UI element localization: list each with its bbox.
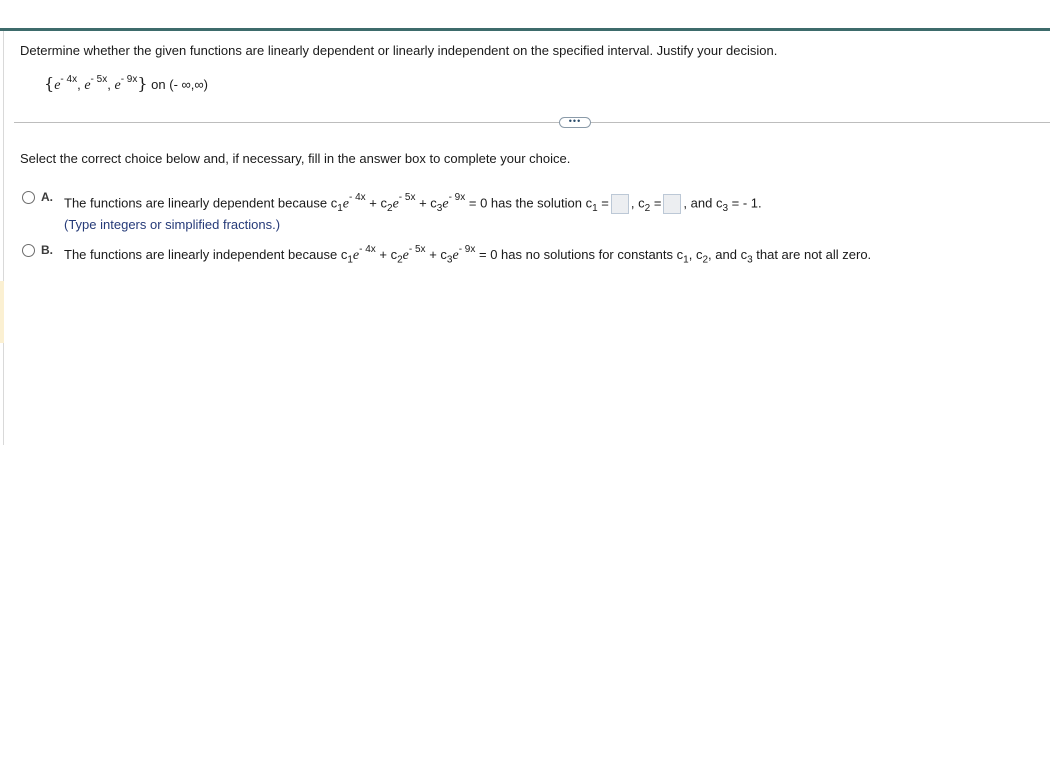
answer-c2-label: c — [638, 195, 645, 211]
comma: , — [630, 195, 635, 211]
plus-sign: + — [369, 195, 377, 211]
coefficient-c1-subscript: 1 — [347, 254, 353, 266]
equals-sign: = — [601, 195, 609, 211]
choice-a-text — [64, 194, 762, 214]
interval-value: (- ∞,∞) — [169, 77, 209, 92]
constant-c3-subscript: 3 — [747, 254, 753, 266]
exp-base: e — [452, 248, 459, 263]
function-exponent-1: - 4x — [60, 73, 78, 85]
radio-choice-a[interactable] — [22, 191, 35, 204]
constant-c3: c — [740, 247, 748, 262]
exponent-3: - 9x — [448, 192, 466, 204]
coefficient-c3-subscript: 3 — [446, 254, 453, 266]
function-separator: , — [107, 77, 111, 92]
exponent-3: - 9x — [458, 243, 476, 255]
exp-base: e — [342, 196, 349, 212]
choice-a-prefix: The functions are linearly dependent because — [64, 195, 328, 211]
left-border — [3, 31, 4, 445]
exponent-1: - 4x — [359, 243, 376, 255]
top-accent-bar — [0, 28, 1050, 31]
exp-base: e — [352, 248, 360, 263]
brace-close: } — [137, 74, 148, 93]
function-base-2: e — [84, 78, 91, 93]
question-prompt: Determine whether the given functions are linearly dependent or linearly independent on the specified interval. Justify your decision. — [20, 43, 778, 58]
coefficient-c2-subscript: 2 — [387, 203, 393, 215]
coefficient-c2: c — [390, 247, 398, 262]
function-exponent-3: - 9x — [120, 73, 138, 85]
function-set — [44, 74, 208, 94]
choice-b-text — [64, 243, 872, 266]
equation-tail: = 0 has the solution — [468, 195, 582, 211]
choice-b-letter: B. — [41, 243, 53, 257]
plus-sign: + — [429, 247, 437, 262]
constant-c2-subscript: 2 — [702, 254, 709, 266]
left-accent-marker — [0, 281, 4, 343]
radio-choice-b[interactable] — [22, 244, 35, 257]
choice-b-tail: that are not all zero. — [756, 247, 872, 262]
and-text: , and — [683, 195, 713, 211]
exp-base: e — [402, 248, 409, 263]
plus-sign: + — [419, 195, 427, 211]
exponent-2: - 5x — [398, 192, 416, 204]
equals-sign: = — [653, 195, 662, 211]
choice-a-letter: A. — [41, 190, 53, 204]
coefficient-c2-subscript: 2 — [397, 254, 403, 266]
coefficient-c1: c — [340, 247, 348, 262]
coefficient-c3: c — [440, 247, 447, 262]
comma: , — [688, 247, 693, 262]
function-separator: , — [77, 77, 81, 92]
constant-c1: c — [676, 247, 684, 262]
exp-base: e — [392, 196, 399, 212]
instruction-text: Select the correct choice below and, if necessary, fill in the answer box to complete your choice. — [20, 151, 571, 166]
function-base-1: e — [54, 78, 61, 93]
plus-sign: + — [379, 247, 387, 262]
coefficient-c3-subscript: 3 — [436, 203, 443, 215]
equation-tail: = 0 has no solutions for constants — [478, 247, 674, 262]
exponent-1: - 4x — [348, 192, 366, 204]
interval-label: on — [151, 77, 166, 92]
coefficient-c3: c — [430, 195, 437, 211]
brace-open: { — [44, 74, 55, 93]
answer-c3-label: c — [715, 195, 723, 211]
function-exponent-2: - 5x — [90, 73, 108, 85]
answer-c1-label: c — [585, 195, 593, 211]
function-base-3: e — [114, 78, 121, 93]
answer-format-hint: (Type integers or simplified fractions.) — [64, 217, 281, 232]
answer-box-c2[interactable] — [663, 194, 681, 214]
constant-c1-subscript: 1 — [683, 254, 689, 266]
choice-b-prefix: The functions are linearly independent because — [64, 247, 338, 262]
coefficient-c2: c — [380, 195, 387, 211]
answer-c3-subscript: 3 — [722, 203, 729, 215]
coefficient-c1: c — [330, 195, 338, 211]
answer-c1-subscript: 1 — [592, 203, 598, 215]
exp-base: e — [442, 196, 449, 212]
c3-value: = - 1. — [731, 195, 762, 211]
coefficient-c1-subscript: 1 — [337, 203, 343, 215]
answer-box-c1[interactable] — [611, 194, 629, 214]
exponent-2: - 5x — [408, 243, 426, 255]
constant-c2: c — [695, 247, 703, 262]
section-divider — [14, 122, 1050, 123]
answer-c2-subscript: 2 — [644, 203, 651, 215]
more-button[interactable]: ••• — [559, 117, 591, 128]
and-text: , and — [708, 247, 737, 262]
